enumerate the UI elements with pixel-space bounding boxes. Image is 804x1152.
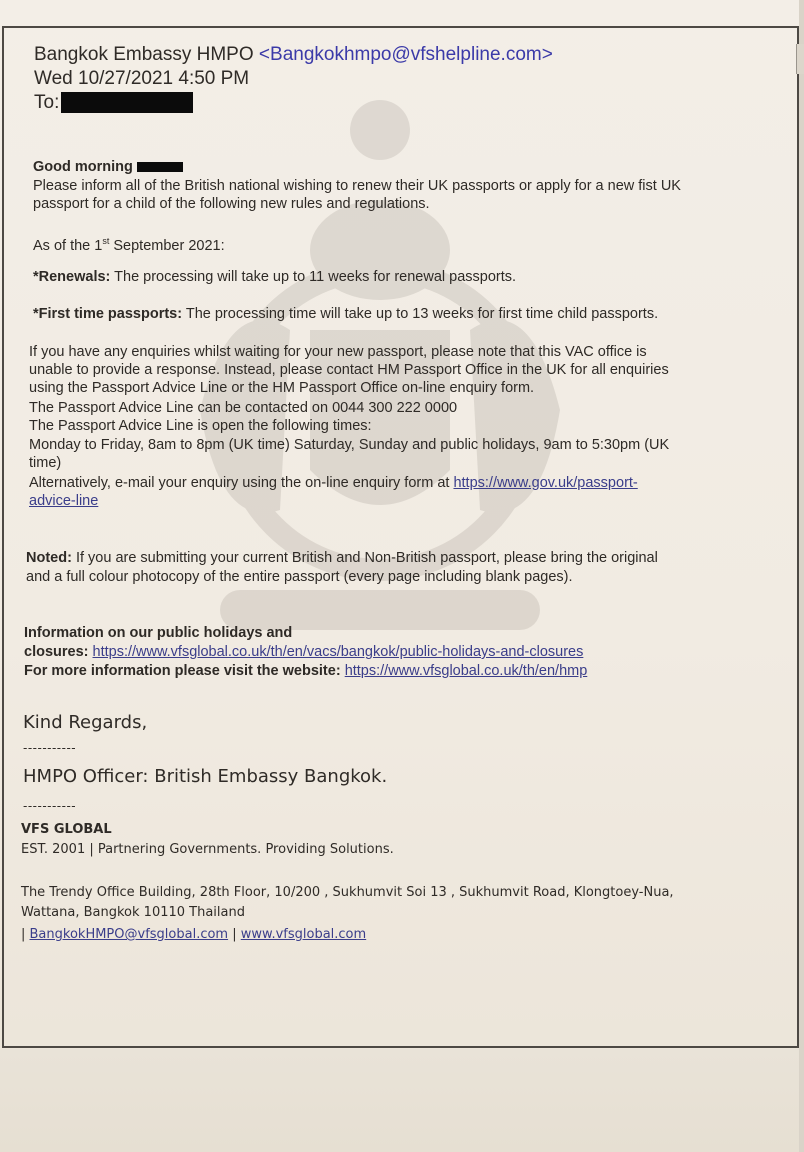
page-bottom-margin (0, 1049, 804, 1152)
effective-date-prefix: As of the 1 (33, 237, 103, 254)
greeting-line (33, 158, 183, 176)
enquiry-line-8-text: Alternatively, e-mail your enquiry using the on-line enquiry form at (29, 475, 454, 491)
email-sent-date: Wed 10/27/2021 4:50 PM (34, 68, 250, 89)
contact-line (21, 927, 366, 942)
noted-text-1: If you are submitting your current British and Non-British passport, please bring the original (71, 550, 658, 566)
to-label: To: (34, 92, 60, 113)
renewals-label: *Renewals: (33, 269, 111, 285)
noted-line-1 (26, 549, 658, 567)
enquiry-line-1: If you have any enquiries whilst waiting for your new passport, please note that this VAC office is (29, 344, 647, 360)
noted-label: Noted: (26, 550, 72, 566)
vfs-global-company: VFS GLOBAL (21, 822, 112, 837)
sender-name: Bangkok Embassy HMPO (34, 44, 254, 65)
effective-date (33, 232, 225, 255)
intro-line-2: passport for a child of the following new rules and regulations. (33, 196, 430, 212)
enquiry-line-4: The Passport Advice Line can be contacted on 0044 300 222 0000 (29, 400, 458, 416)
first-time-text: The processing time will take up to 13 weeks for first time child passports. (182, 306, 659, 322)
closures-label: closures: (24, 644, 89, 660)
enquiry-line-8 (29, 474, 638, 492)
effective-date-sup: st (102, 236, 110, 246)
enquiry-line-6: Monday to Friday, 8am to 8pm (UK time) Saturday, Sunday and public holidays, 9am to 5:30pm (UK (29, 437, 670, 453)
greeting: Good morning (33, 159, 133, 175)
holidays-closures-link[interactable]: https://www.vfsglobal.co.uk/th/en/vacs/bangkok/public-holidays-and-closures (92, 644, 584, 660)
hmpo-officer: HMPO Officer: British Embassy Bangkok. (23, 766, 388, 787)
intro-line-1: Please inform all of the British national wishing to renew their UK passports or apply for a new fist UK (33, 178, 681, 194)
holidays-line-1: Information on our public holidays and (24, 625, 293, 641)
first-time-label: *First time passports: (33, 306, 183, 322)
enquiry-line-9 (29, 492, 98, 510)
contact-pipe: | (21, 927, 30, 942)
more-info-label: For more information please visit the website: (24, 663, 341, 679)
enquiry-line-5: The Passport Advice Line is open the following times: (29, 418, 372, 434)
contact-website-link[interactable]: www.vfsglobal.com (240, 927, 367, 942)
contact-pipe-2: | (228, 927, 241, 942)
holidays-line-2 (24, 643, 583, 661)
passport-advice-link-cont[interactable]: advice-line (29, 493, 99, 509)
more-info-line (24, 662, 587, 680)
enquiry-line-2: unable to provide a response. Instead, please contact HM Passport Office in the UK for all enquiries (29, 362, 669, 378)
contact-email-link[interactable]: BangkokHMPO@vfsglobal.com (29, 927, 229, 942)
address-line-2: Wattana, Bangkok 10110 Thailand (21, 905, 245, 920)
noted-line-2: and a full colour photocopy of the entire passport (every page including blank pages). (26, 569, 573, 585)
signature-separator-1: ----------- (23, 741, 77, 755)
redacted-name (137, 162, 183, 172)
email-from-line (34, 44, 553, 66)
vfs-tagline: EST. 2001 | Partnering Governments. Providing Solutions. (21, 842, 394, 857)
email-to-line (34, 92, 193, 114)
scrollbar-handle (796, 44, 804, 74)
address-line-1: The Trendy Office Building, 28th Floor, 10/200 , Sukhumvit Soi 13 , Sukhumvit Road, Klongtoey-Nua, (21, 885, 674, 900)
sender-address[interactable]: <Bangkokhmpo@vfshelpline.com> (258, 44, 553, 65)
effective-date-suffix: September 2021: (109, 237, 225, 254)
signature-separator-2: ----------- (23, 799, 77, 813)
passport-advice-link[interactable]: https://www.gov.uk/passport- (453, 475, 638, 491)
first-time-rule (33, 305, 658, 323)
kind-regards: Kind Regards, (23, 712, 148, 733)
renewals-text: The processing will take up to 11 weeks for renewal passports. (110, 269, 517, 285)
enquiry-line-7: time) (29, 455, 62, 471)
redacted-recipient (61, 92, 193, 113)
renewals-rule (33, 268, 516, 286)
right-edge-strip (799, 0, 804, 1152)
enquiry-line-3: using the Passport Advice Line or the HM Passport Office on-line enquiry form. (29, 380, 535, 396)
hmp-website-link[interactable]: https://www.vfsglobal.co.uk/th/en/hmp (344, 663, 588, 679)
